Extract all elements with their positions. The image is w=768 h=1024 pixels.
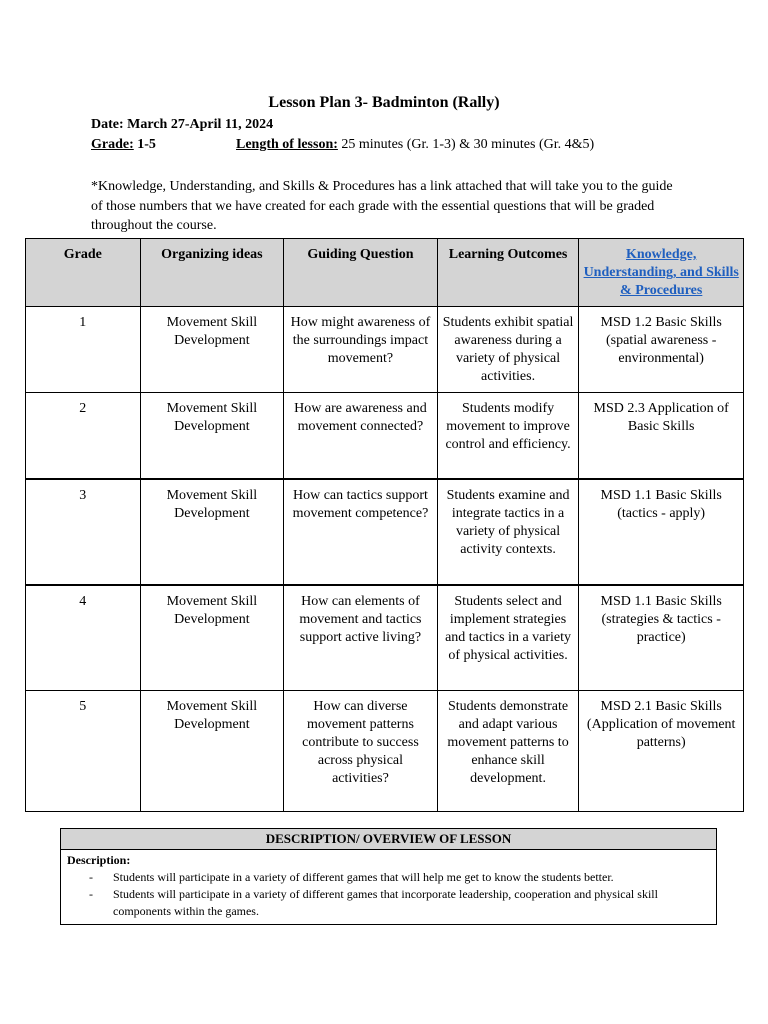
grade-line (91, 137, 731, 153)
description-item-text: Students will participate in a variety of different games that incorporate leadership, cooperation and physical skill components within the games. (113, 887, 658, 918)
cell-learning-outcome: Students select and implement strategies and tactics in a variety of physical activities. (437, 585, 579, 691)
table-row (26, 479, 744, 585)
description-box (60, 828, 717, 925)
grade-value: 1-5 (133, 137, 156, 152)
length-label: Length of lesson: (236, 137, 338, 152)
cell-knowledge: MSD 1.2 Basic Skills (spatial awareness - environmental) (579, 307, 744, 393)
header-knowledge-link[interactable]: Knowledge, Understanding, and Skills & Procedures (579, 239, 744, 307)
description-label: Description: (67, 853, 131, 867)
cell-grade: 3 (26, 479, 141, 585)
length-of-lesson (236, 137, 594, 153)
cell-knowledge: MSD 1.1 Basic Skills (tactics - apply) (579, 479, 744, 585)
cell-learning-outcome: Students demonstrate and adapt various movement patterns to enhance skill development. (437, 691, 579, 812)
cell-learning-outcome: Students exhibit spatial awareness during a variety of physical activities. (437, 307, 579, 393)
cell-grade: 2 (26, 393, 141, 480)
cell-organizing-idea: Movement Skill Development (140, 393, 284, 480)
header-learning-outcomes: Learning Outcomes (437, 239, 579, 307)
cell-organizing-idea: Movement Skill Development (140, 307, 284, 393)
cell-grade: 4 (26, 585, 141, 691)
cell-knowledge: MSD 1.1 Basic Skills (strategies & tactics - practice) (579, 585, 744, 691)
header-guiding-question: Guiding Question (284, 239, 438, 307)
length-value: 25 minutes (Gr. 1-3) & 30 minutes (Gr. 4&5) (337, 137, 595, 152)
link-note: *Knowledge, Understanding, and Skills & Procedures has a link attached that will take you to the guide of those numbers that we have created for each grade with the essential questions that will be graded throughout the course. (91, 179, 673, 233)
grade-label: Grade: (91, 137, 134, 152)
cell-grade: 5 (26, 691, 141, 812)
cell-guiding-question: How can elements of movement and tactics support active living? (284, 585, 438, 691)
cell-learning-outcome: Students modify movement to improve control and efficiency. (437, 393, 579, 480)
page-title: Lesson Plan 3- Badminton (Rally) (268, 94, 500, 111)
dash-bullet: - (89, 870, 93, 884)
cell-guiding-question: How can diverse movement patterns contribute to success across physical activities? (284, 691, 438, 812)
table-row (26, 307, 744, 393)
header-grade: Grade (26, 239, 141, 307)
cell-knowledge: MSD 2.1 Basic Skills (Application of movement patterns) (579, 691, 744, 812)
cell-grade: 1 (26, 307, 141, 393)
cell-guiding-question: How are awareness and movement connected? (284, 393, 438, 480)
cell-organizing-idea: Movement Skill Development (140, 479, 284, 585)
cell-organizing-idea: Movement Skill Development (140, 691, 284, 812)
table-row (26, 691, 744, 812)
cell-guiding-question: How can tactics support movement competence? (284, 479, 438, 585)
cell-organizing-idea: Movement Skill Development (140, 585, 284, 691)
list-item (67, 886, 710, 920)
dash-bullet: - (89, 887, 93, 901)
description-item-text: Students will participate in a variety of different games that will help me get to know the students better. (113, 870, 614, 884)
description-body (61, 850, 716, 924)
description-list (67, 869, 710, 920)
list-item (67, 869, 710, 886)
cell-learning-outcome: Students examine and integrate tactics in a variety of physical activity contexts. (437, 479, 579, 585)
lesson-date: Date: March 27-April 11, 2024 (91, 117, 274, 132)
table-row (26, 585, 744, 691)
table-row (26, 393, 744, 480)
table-header-row (26, 239, 744, 307)
cell-knowledge: MSD 2.3 Application of Basic Skills (579, 393, 744, 480)
cell-guiding-question: How might awareness of the surroundings impact movement? (284, 307, 438, 393)
description-heading: DESCRIPTION/ OVERVIEW OF LESSON (61, 829, 716, 850)
lesson-table (25, 238, 744, 812)
header-organizing-ideas: Organizing ideas (140, 239, 284, 307)
